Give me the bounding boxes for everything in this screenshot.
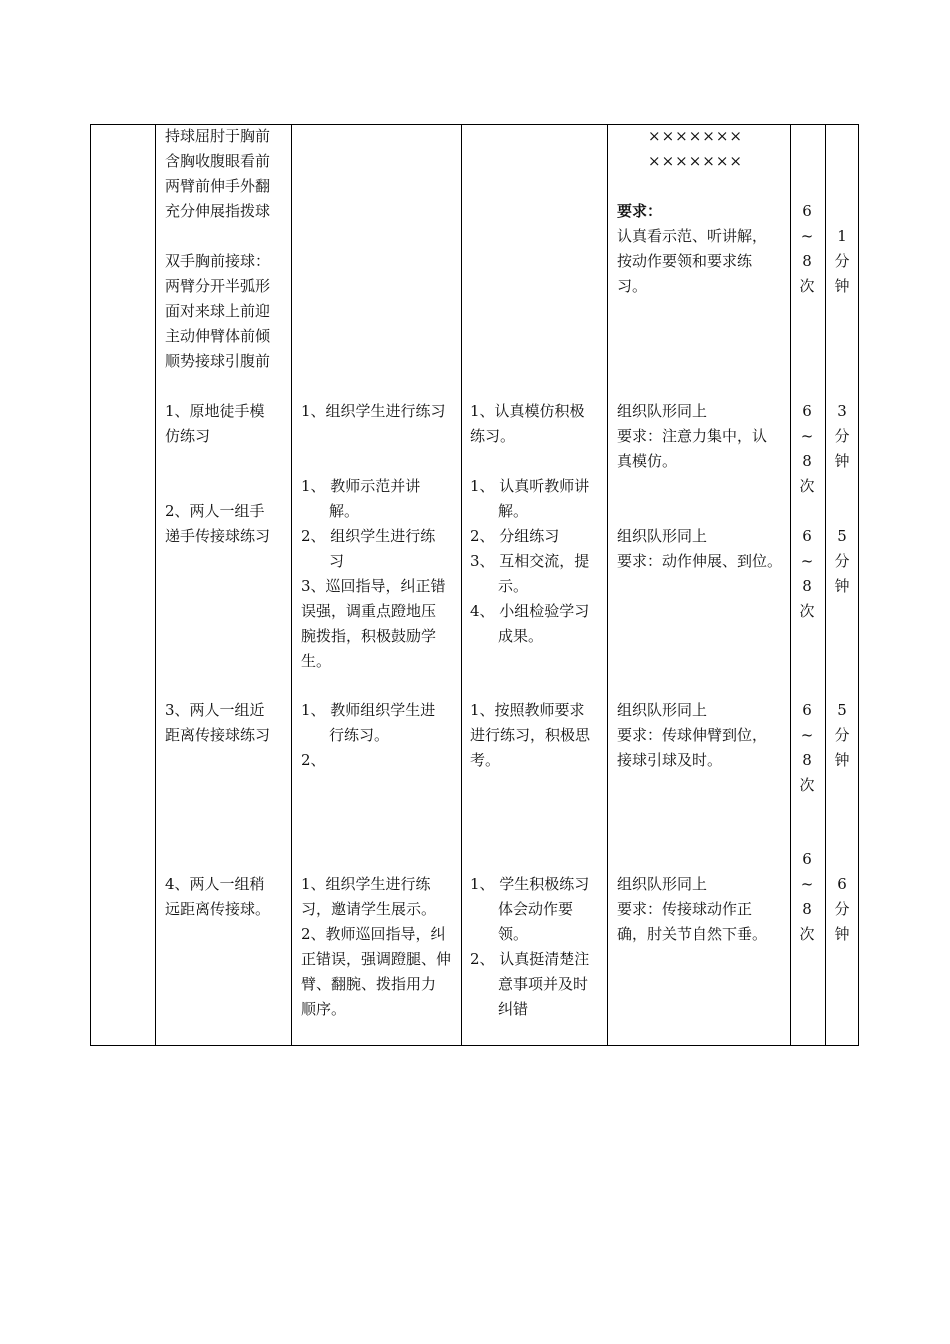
duration: 5 分 钟 <box>834 527 850 595</box>
requirement-text: 认真看示范、听讲解， 按动作要领和要求练 习。 <box>617 227 768 295</box>
step-2-title: 2、两人一组手 递手传接球练习 <box>165 502 271 545</box>
teacher-step-4: 1、组织学生进行练 习，邀请学生展示。 2、教师巡回指导，纠 正错误，强调蹬腿、伸 臂、翻腕、拨指用力 顺序。 <box>301 875 452 1018</box>
formation-diagram: ××××××× ××××××× <box>648 127 743 170</box>
column-divider <box>790 125 791 1045</box>
catch-technique-text: 双手胸前接球： 两臂分开半弧形 面对来球上前迎 主动伸臂体前倾 顺势接球引腹前 <box>165 252 271 370</box>
column-divider <box>155 125 156 1045</box>
step-1-title: 1、原地徒手模 仿练习 <box>165 402 265 445</box>
student-step-3: 1、按照教师要求 进行练习，积极思 考。 <box>470 701 591 769</box>
step-4-title: 4、两人一组稍 远距离传接球。 <box>165 875 271 918</box>
repetition-count: 6 ~ 8 次 <box>799 402 815 495</box>
repetition-count: 6 ~ 8 次 <box>799 701 815 794</box>
teacher-step-1: 1、组织学生进行练习 <box>301 402 446 420</box>
organization-step-1: 组织队形同上 要求：注意力集中，认 真模仿。 <box>617 402 768 470</box>
organization-step-2: 组织队形同上 要求：动作伸展、到位。 <box>617 527 783 570</box>
duration: 3 分 钟 <box>834 402 850 470</box>
repetition-count: 6 ~ 8 次 <box>799 202 815 295</box>
column-divider <box>825 125 826 1045</box>
organization-step-3: 组织队形同上 要求：传球伸臂到位， 接球引球及时。 <box>617 701 768 769</box>
requirement-label: 要求： <box>617 202 663 220</box>
column-divider <box>461 125 462 1045</box>
column-divider <box>607 125 608 1045</box>
teacher-step-3: 1、 教师组织学生进 行练习。 2、 <box>301 701 436 769</box>
student-step-4: 1、 学生积极练习 体会动作要 领。 2、 认真挺清楚注 意事项并及时 纠错 <box>470 875 590 1018</box>
organization-step-4: 组织队形同上 要求：传接球动作正 确，肘关节自然下垂。 <box>617 875 768 943</box>
duration: 5 分 钟 <box>834 701 850 769</box>
student-step-1: 1、认真模仿积极 练习。 <box>470 402 585 445</box>
repetition-count: 6 ~ 8 次 <box>799 850 815 943</box>
duration: 1 分 钟 <box>834 227 850 295</box>
teacher-step-2: 1、 教师示范并讲 解。 2、 组织学生进行练 习 3、巡回指导，纠正错 误强，调重点蹬地压 腕拨指，积极鼓励学 生。 <box>301 477 446 670</box>
student-step-2: 1、 认真听教师讲 解。 2、 分组练习 3、 互相交流，提 示。 4、 小组检验学习 成果。 <box>470 477 590 645</box>
pass-technique-text: 持球屈肘于胸前 含胸收腹眼看前 两臂前伸手外翻 充分伸展指拨球 <box>165 127 271 220</box>
repetition-count: 6 ~ 8 次 <box>799 527 815 620</box>
step-3-title: 3、两人一组近 距离传接球练习 <box>165 701 271 744</box>
column-divider <box>291 125 292 1045</box>
duration: 6 分 钟 <box>834 875 850 943</box>
